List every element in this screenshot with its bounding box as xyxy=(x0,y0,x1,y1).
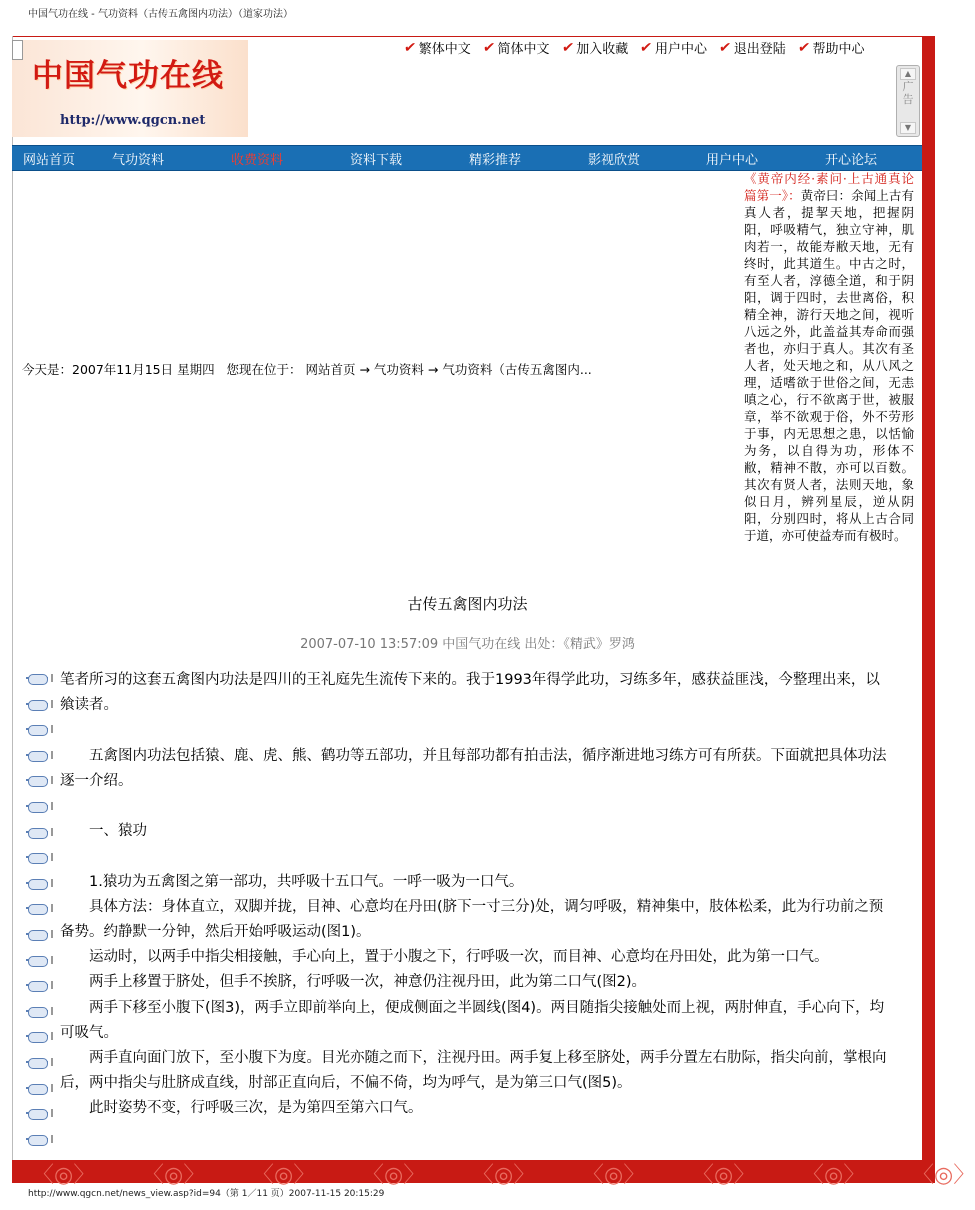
toplink-label: 用户中心 xyxy=(654,42,707,57)
toplink-simplified[interactable] xyxy=(483,38,550,57)
breadcrumb[interactable]: 您现在位于： 网站首页 → 气功资料 → 气功资料（古传五禽图内... xyxy=(226,362,592,377)
section-heading: 一、猿功 xyxy=(89,823,147,840)
binding-ring-icon xyxy=(26,672,54,686)
ad-label: 广告 xyxy=(902,80,914,106)
binding-ring-icon xyxy=(26,1082,54,1096)
article-title: 古传五禽图内功法 xyxy=(407,595,528,613)
frame-ornament-icon: 〈◎〉 xyxy=(472,1163,536,1188)
toplink-help[interactable] xyxy=(798,38,865,57)
frame-right xyxy=(922,36,935,1183)
frame-ornament-icon: 〈◎〉 xyxy=(802,1163,866,1188)
toplink-logout[interactable] xyxy=(719,38,786,57)
print-footer: http://www.qgcn.net/news_view.asp?id=94（第 1／11 页）2007-11-15 20:15:29 xyxy=(28,1189,385,1199)
binding-ring-icon xyxy=(26,979,54,993)
binding-ring-icon xyxy=(26,928,54,942)
classic-quote xyxy=(744,170,914,544)
nav-forum[interactable]: 开心论坛 xyxy=(825,153,878,168)
frame-top-line xyxy=(12,36,922,37)
paragraph: 笔者所习的这套五禽图内功法是四川的王礼庭先生流传下来的。我于1993年得学此功，习练多年，感获益匪浅，今整理出来，以飨读者。 xyxy=(60,672,880,714)
toplink-label: 简体中文 xyxy=(497,42,550,57)
print-header: 中国气功在线 - 气功资料（古传五禽图内功法）（道家功法） xyxy=(28,9,293,20)
nav-paid-materials[interactable]: 收费资料 xyxy=(231,153,284,168)
binding-ring-icon xyxy=(26,1133,54,1147)
toplink-favorite[interactable] xyxy=(562,38,629,57)
quote-text: 黄帝曰：余闻上古有真人者，提挈天地，把握阴阳，呼吸精气，独立守神，肌肉若一，故能寿敝天地，无有终时，此其道生。中古之时，有至人者，淳德全道，和于阴阳，调于四时，去世离俗，积精全神，游行天地之间，视听八远之外，此盖益其寿命而强者也，亦归于真人。其次有圣人者，处天地之和，从八风之理，适嗜欲于世俗之间，无恚嗔之心，行不欲离于世，被服章，举不欲观于俗，外不劳形于事，内无思想之患，以恬愉为务，以自得为功，形体不敝，精神不散，亦可以百数。其次有贤人者，法则天地，象似日月，辨列星辰，逆从阴阳，分别四时，将从上古合同于道，亦可使益寿而有极时。 xyxy=(744,188,914,543)
binding-ring-icon xyxy=(26,902,54,916)
nav-home[interactable]: 网站首页 xyxy=(23,153,76,168)
check-icon: ✔ xyxy=(639,39,654,56)
frame-ornament-icon: 〈◎〉 xyxy=(362,1163,426,1188)
binding-ring-icon xyxy=(26,723,54,737)
binding-ring-icon xyxy=(26,954,54,968)
paragraph: 两手上移置于脐处，但手不挨脐，行呼吸一次，神意仍注视丹田，此为第二口气(图2)。 xyxy=(89,974,647,991)
binding-ring-icon xyxy=(26,1107,54,1121)
binding-ring-icon xyxy=(26,800,54,814)
frame-ornament-icon: 〈◎〉 xyxy=(912,1163,975,1188)
paragraph: 具体方法：身体直立，双脚并拢，目神、心意均在丹田(脐下一寸三分)处，调匀呼吸，精神集中，肢体松柔，此为行功前之预备势。约静默一分钟，然后开始呼吸运动(图1)。 xyxy=(60,898,884,940)
binding-ring-icon xyxy=(26,851,54,865)
binding-ring-icon xyxy=(26,749,54,763)
article-body xyxy=(60,668,890,1122)
scroll-down-icon[interactable]: ▼ xyxy=(900,122,916,134)
blank-line xyxy=(60,794,890,819)
binding-ring-icon xyxy=(26,774,54,788)
frame-ornament-icon: 〈◎〉 xyxy=(142,1163,206,1188)
binding-ring-icon xyxy=(26,1030,54,1044)
binding-ring-icon xyxy=(26,826,54,840)
today-date: 今天是：2007年11月15日 星期四 xyxy=(22,362,215,377)
main-nav xyxy=(12,145,922,171)
toplink-label: 帮助中心 xyxy=(812,42,865,57)
frame-ornament-icon: 〈◎〉 xyxy=(252,1163,316,1188)
check-icon: ✔ xyxy=(402,39,417,56)
frame-ornament-icon: 〈◎〉 xyxy=(32,1163,96,1188)
paragraph: 五禽图内功法包括猿、鹿、虎、熊、鹤功等五部功，并且每部功都有拍击法，循序渐进地习练方可有所获。下面就把具体功法逐一介绍。 xyxy=(60,747,887,789)
check-icon: ✔ xyxy=(481,39,496,56)
logo-title: 中国气功在线 xyxy=(32,58,224,94)
frame-ornament-icon: 〈◎〉 xyxy=(582,1163,646,1188)
ad-scroller[interactable] xyxy=(896,65,920,137)
paragraph: 两手下移至小腹下(图3)，两手立即前举向上，便成侧面之半圆线(图4)。两目随指尖接触处而上视，两肘伸直，手心向下，均可吸气。 xyxy=(60,999,885,1041)
toplink-label: 繁体中文 xyxy=(418,42,471,57)
quote-source[interactable]: 《黄帝内经·素问·上古通真论篇第一》： xyxy=(744,171,914,203)
paragraph: 此时姿势不变，行呼吸三次，是为第四至第六口气。 xyxy=(89,1100,423,1117)
check-icon: ✔ xyxy=(560,39,575,56)
nav-video[interactable]: 影视欣赏 xyxy=(588,153,641,168)
blank-line xyxy=(60,718,890,743)
paragraph: 两手直向面门放下，至小腹下为度。目光亦随之而下，注视丹田。两手复上移至脐处，两手分置左右肋际，指尖向前，掌根向后，两中指尖与肚脐成直线，肘部正直向后，不偏不倚，均为呼气，是为第三口气(图5)。 xyxy=(60,1050,887,1092)
site-logo[interactable] xyxy=(12,40,248,137)
blank-line xyxy=(60,844,890,869)
nav-qigong-materials[interactable]: 气功资料 xyxy=(112,153,165,168)
corner-box xyxy=(12,40,23,60)
top-links xyxy=(404,38,877,57)
toplink-label: 退出登陆 xyxy=(733,42,786,57)
scroll-up-icon[interactable]: ▲ xyxy=(900,68,916,80)
check-icon: ✔ xyxy=(717,39,732,56)
toplink-traditional[interactable] xyxy=(404,38,471,57)
binding-ring-icon xyxy=(26,698,54,712)
binding-ring-icon xyxy=(26,1005,54,1019)
check-icon: ✔ xyxy=(796,39,811,56)
logo-url: http://www.qgcn.net xyxy=(60,113,206,128)
binding-ring-icon xyxy=(26,1056,54,1070)
paragraph: 运动时，以两手中指尖相接触，手心向上，置于小腹之下，行呼吸一次，而目神、心意均在丹田处，此为第一口气。 xyxy=(89,949,829,966)
nav-recommended[interactable]: 精彩推荐 xyxy=(469,153,522,168)
frame-bottom xyxy=(12,1160,975,1188)
article-meta: 2007-07-10 13:57:09 中国气功在线 出处：《精武》罗鸿 xyxy=(300,637,635,652)
paragraph: 1.猿功为五禽图之第一部功，共呼吸十五口气。一呼一吸为一口气。 xyxy=(89,873,524,890)
toplink-user-center[interactable] xyxy=(640,38,707,57)
toplink-label: 加入收藏 xyxy=(576,42,629,57)
nav-downloads[interactable]: 资料下载 xyxy=(350,153,403,168)
binding-ring-icon xyxy=(26,877,54,891)
frame-ornament-icon: 〈◎〉 xyxy=(692,1163,756,1188)
nav-user-center[interactable]: 用户中心 xyxy=(706,153,759,168)
location-bar xyxy=(22,360,592,378)
